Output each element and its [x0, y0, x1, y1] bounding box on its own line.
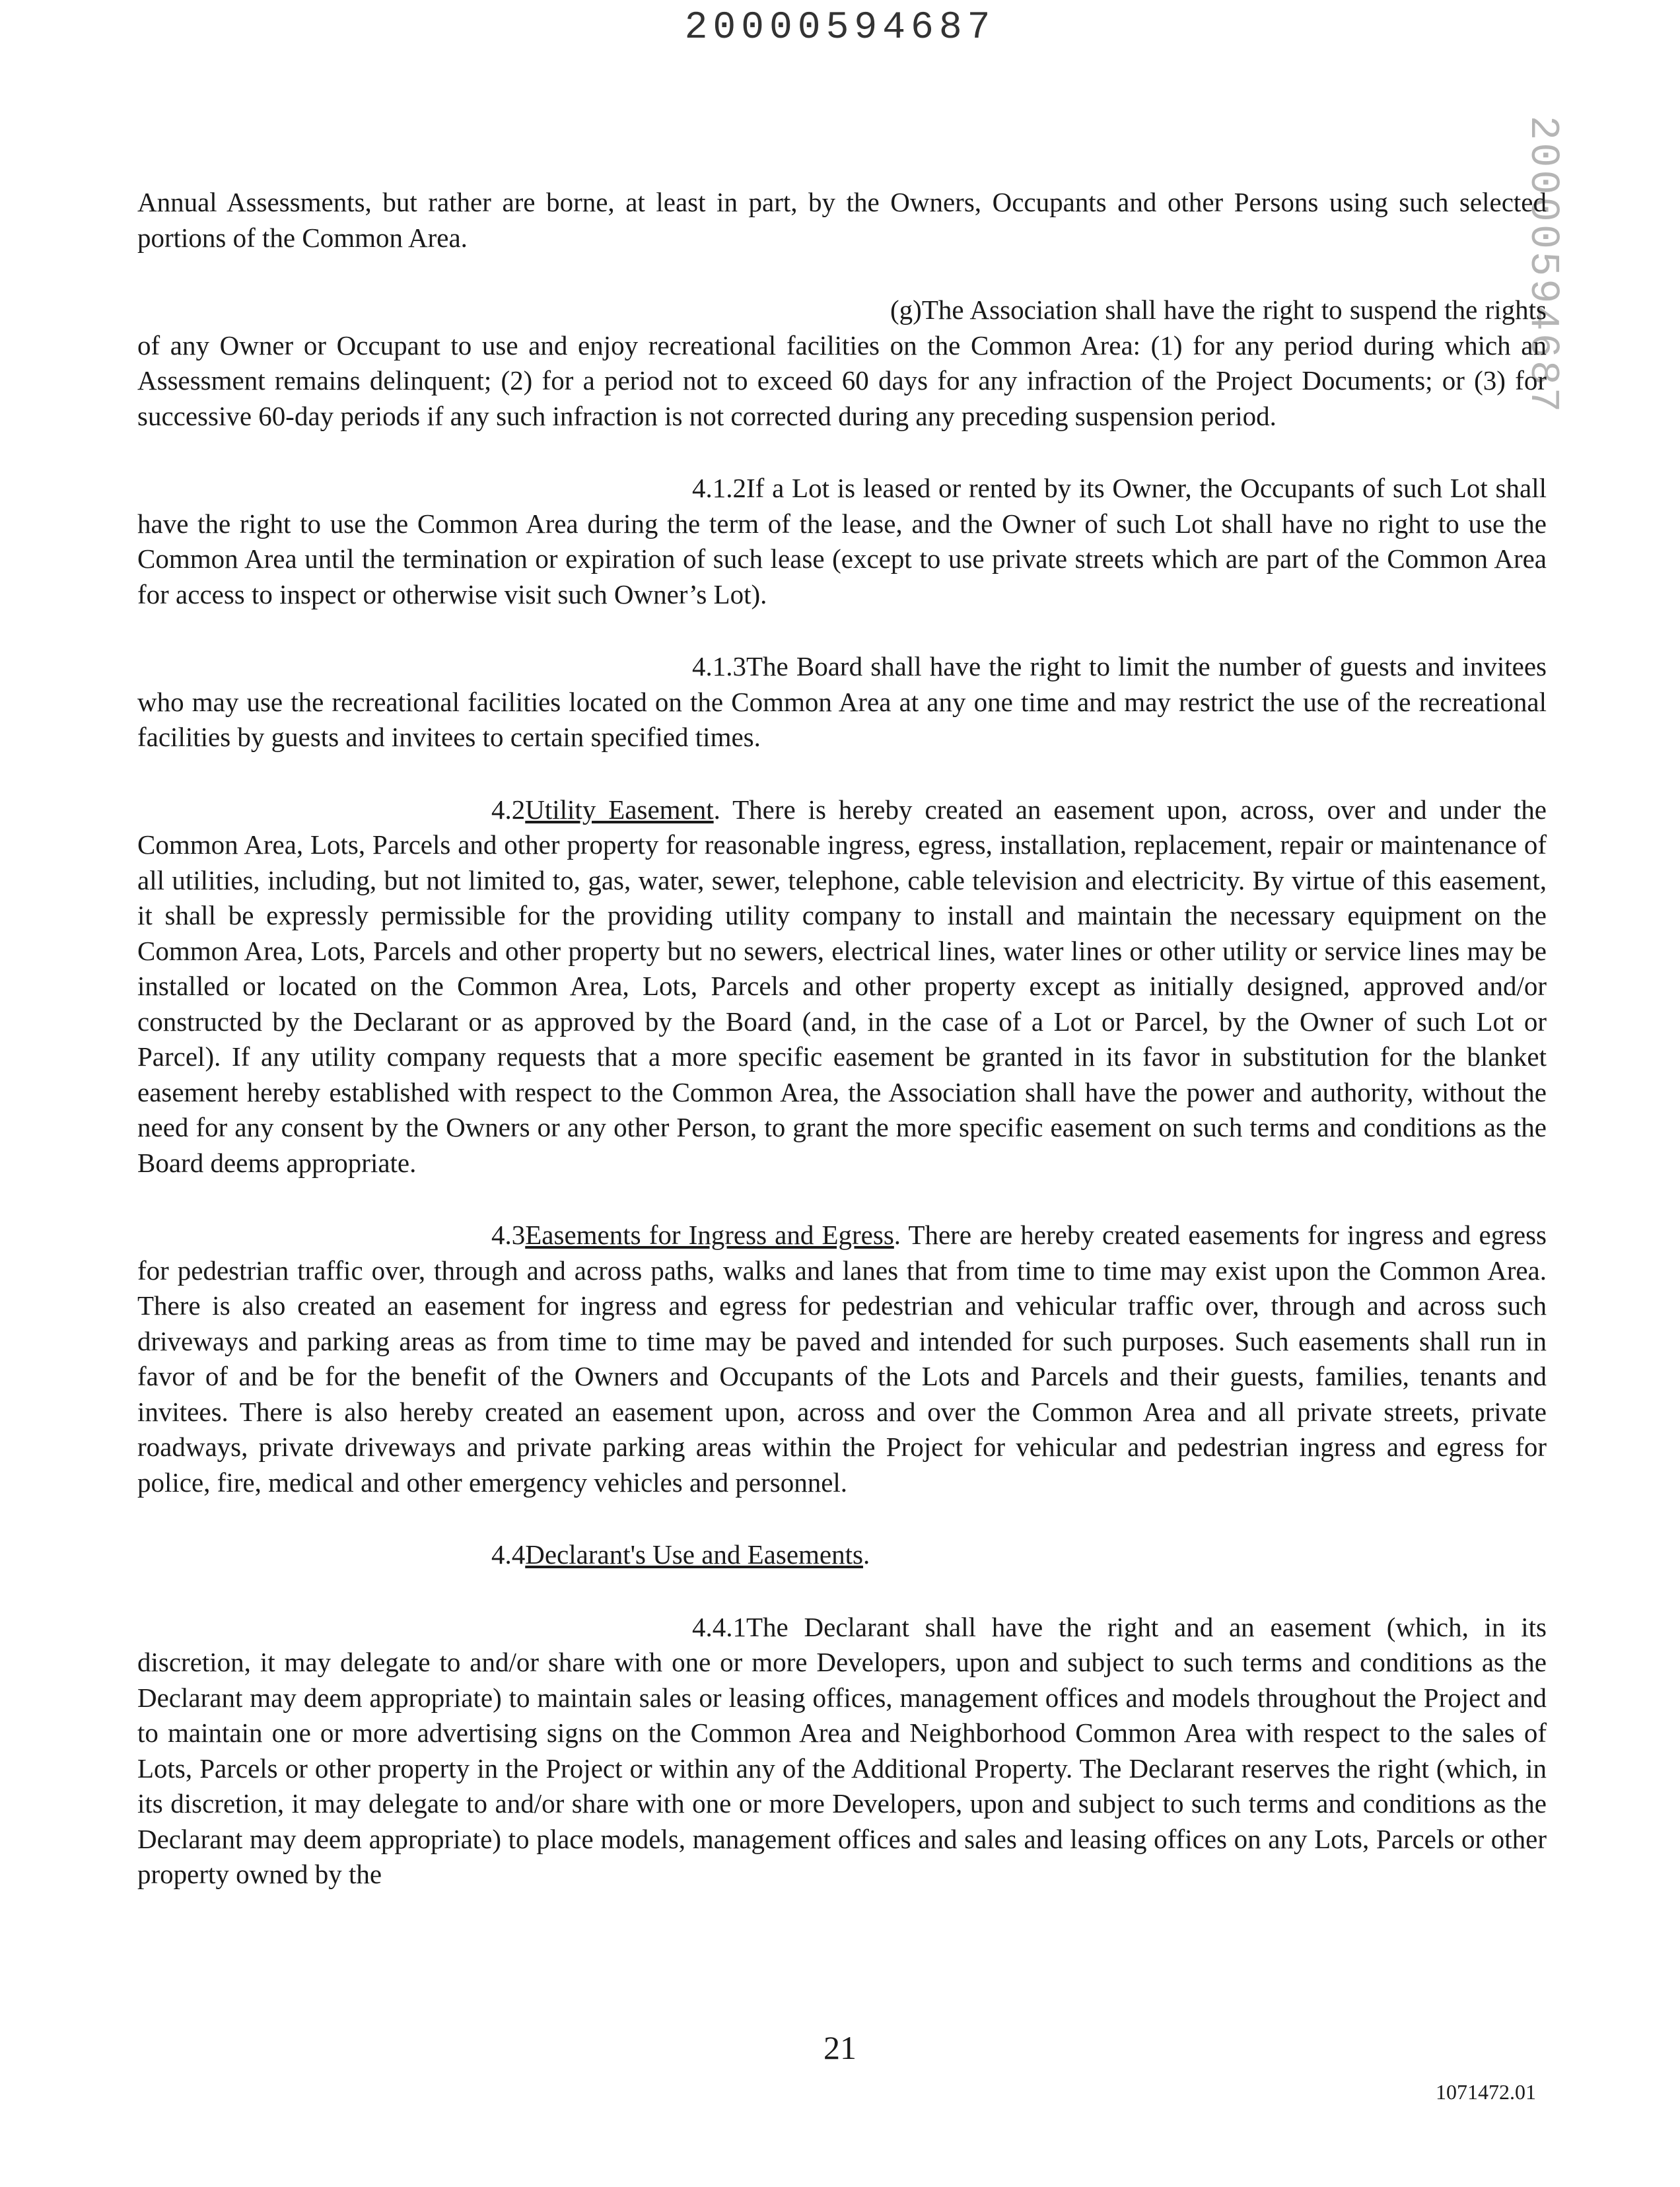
- section-number: 4.4: [491, 1539, 526, 1570]
- section-text: If a Lot is leased or rented by its Owner, the Occupants of such Lot shall have the right to use the Common Area during the term of the lease, and the Owner of such Lot shall have no right to use the Common Area until the termination or expiration of such lease (except to use private streets which are part of the Common Area for access to inspect or otherwise visit such Owner’s Lot).: [137, 473, 1547, 609]
- document-body: [137, 185, 1547, 1929]
- document-number-header: 20000594687: [684, 7, 996, 50]
- section-4-2: [137, 792, 1547, 1181]
- section-4-1-2: [137, 471, 1547, 612]
- paragraph-g: [137, 293, 1547, 434]
- document-id: 1071472.01: [1436, 2080, 1536, 2104]
- section-heading: Easements for Ingress and Egress: [525, 1220, 894, 1250]
- paragraph-text: The Association shall have the right to suspend the rights of any Owner or Occupant to use and enjoy recreational facilities on the Common Area: (1) for any period during which an Assessment remains delinquent; (2) for a period not to exceed 60 days for any infraction of the Project Documents; or (3) for successive 60-day periods if any such infraction is not corrected during any preceding suspension period.: [137, 295, 1547, 431]
- section-text: .: [862, 1539, 870, 1570]
- side-recording-stamp: 20000594687: [1520, 116, 1566, 415]
- section-text: The Declarant shall have the right and an easement (which, in its discretion, it may delegate to and/or share with one or more Developers, upon and subject to such terms and conditions as the Declarant may deem appropriate) to maintain sales or leasing offices, management offices and models throughout the Project and to maintain one or more advertising signs on the Common Area and Neighborhood Common Area with respect to the sales of Lots, Parcels or other property in the Project or within any of the Additional Property. The Declarant reserves the right (which, in its discretion, it may delegate to and/or share with one or more Developers, upon and subject to such terms and conditions as the Declarant may deem appropriate) to place models, management offices and sales and leasing offices on any Lots, Parcels or other property owned by the: [137, 1611, 1547, 1889]
- page-number: 21: [823, 2029, 857, 2066]
- paragraph-continuation: Annual Assessments, but rather are borne, at least in part, by the Owners, Occupants and other Persons using such selected portions of the Common Area.: [137, 187, 1547, 253]
- section-text: . There are hereby created easements for ingress and egress for pedestrian traffic over, through and across paths, walks and lanes that from time to time may exist upon the Common Area. There is also created an easement for ingress and egress for pedestrian and vehicular traffic over, through and across such driveways and parking areas as from time to time may be paved and intended for such purposes. Such easements shall run in favor of and be for the benefit of the Owners and Occupants of the Lots and Parcels and their guests, families, tenants and invitees. There is also hereby created an easement upon, across and over the Common Area and all private streets, private roadways, private driveways and private parking areas within the Project for vehicular and pedestrian ingress and egress for police, fire, medical and other emergency vehicles and personnel.: [137, 1220, 1547, 1498]
- section-number: 4.4.1: [692, 1611, 746, 1642]
- section-text: . There is hereby created an easement upon, across, over and under the Common Area, Lots, Parcels and other property for reasonable ingress, egress, installation, replacement, repair or maintenance of all utilities, including, but not limited to, gas, water, sewer, telephone, cable television and electricity. By virtue of this easement, it shall be expressly permissible for the providing utility company to install and maintain the necessary equipment on the Common Area, Lots, Parcels and other property but no sewers, electrical lines, water lines or other utility or service lines may be installed or located on the Common Area, Lots, Parcels and other property except as initially designed, approved and/or constructed by the Declarant or as approved by the Board (and, in the case of a Lot or Parcel, by the Owner of such Lot or Parcel). If any utility company requests that a more specific easement be granted in its favor in substitution for the blanket easement hereby established with respect to the Common Area, the Association shall have the power and authority, without the need for any consent by the Owners or any other Person, to grant the more specific easement on such terms and conditions as the Board deems appropriate.: [137, 794, 1547, 1178]
- section-4-4: [137, 1537, 1547, 1573]
- section-4-3: [137, 1218, 1547, 1500]
- section-heading: Utility Easement: [525, 794, 714, 825]
- section-4-4-1: [137, 1610, 1547, 1892]
- section-4-1-3: [137, 649, 1547, 755]
- paragraph-label: (g): [890, 295, 922, 325]
- section-text: The Board shall have the right to limit the number of guests and invitees who may use the recreational facilities located on the Common Area at any one time and may restrict the use of the recreational facilities by guests and invitees to certain specified times.: [137, 651, 1547, 752]
- section-number: 4.1.2: [692, 473, 746, 503]
- section-heading: Declarant's Use and Easements: [525, 1539, 863, 1570]
- section-number: 4.1.3: [692, 651, 746, 681]
- section-number: 4.3: [491, 1220, 526, 1250]
- section-number: 4.2: [491, 794, 526, 825]
